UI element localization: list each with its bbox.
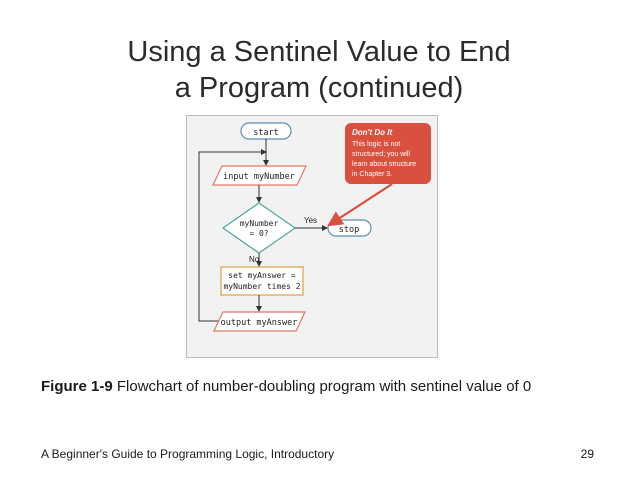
process-label-line-2: myNumber times 2	[223, 282, 301, 291]
no-label: No	[249, 255, 260, 264]
callout-line-3: learn about structure	[352, 161, 417, 168]
flowchart-diagram	[187, 116, 439, 359]
callout-line-2: structured; you will	[352, 151, 410, 158]
process-label-line-1: set myAnswer =	[228, 271, 296, 280]
decision-diamond	[223, 203, 295, 253]
yes-label: Yes	[304, 216, 318, 225]
output-label: output myAnswer	[220, 318, 298, 328]
slide-title-line-1: Using a Sentinel Value to End	[127, 36, 511, 68]
start-label: start	[253, 128, 279, 138]
callout-pointer-arrow	[329, 184, 392, 225]
callout-line-4: in Chapter 3.	[352, 171, 393, 178]
flowchart-figure	[186, 115, 438, 358]
callout-line-1: This logic is not	[352, 141, 401, 148]
slide-title	[0, 34, 638, 106]
input-label: input myNumber	[223, 172, 295, 182]
figure-caption	[41, 378, 531, 395]
slide-title-line-2: a Program (continued)	[174, 72, 464, 104]
figure-caption-text: Flowchart of number-doubling program with sentinel value of 0	[112, 378, 532, 395]
page-number: 29	[580, 447, 594, 461]
decision-label-line-2: = 0?	[249, 229, 269, 238]
footer-text: A Beginner's Guide to Programming Logic, Introductory	[41, 447, 335, 461]
callout-title: Don't Do It	[352, 128, 393, 137]
figure-caption-label: Figure 1-9	[41, 378, 113, 395]
stop-label: stop	[338, 225, 360, 235]
decision-label-line-1: myNumber	[239, 219, 279, 228]
